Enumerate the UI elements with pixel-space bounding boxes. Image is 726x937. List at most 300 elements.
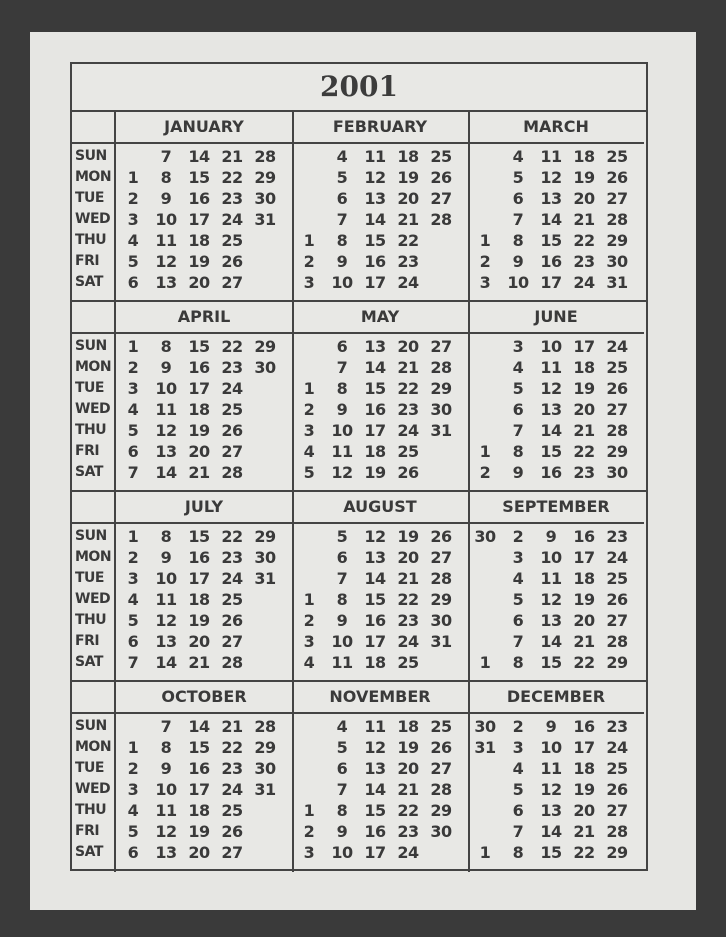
date-cell: 20 bbox=[573, 801, 595, 820]
date-cell: 28 bbox=[430, 780, 452, 799]
date-cell: 29 bbox=[254, 738, 276, 757]
date-cell: 26 bbox=[430, 527, 452, 546]
date-cell: 21 bbox=[573, 421, 595, 440]
date-cell: 24 bbox=[397, 632, 419, 651]
date-cell: 12 bbox=[540, 379, 562, 398]
date-cell: 16 bbox=[573, 527, 595, 546]
weekday-label: WED bbox=[75, 211, 111, 227]
month-block bbox=[468, 682, 644, 872]
date-cell: 5 bbox=[127, 252, 139, 271]
weekday-label: THU bbox=[75, 232, 107, 248]
date-cell: 12 bbox=[155, 252, 177, 271]
weekday-label: SAT bbox=[75, 654, 103, 670]
month-block bbox=[292, 492, 470, 682]
weekday-label: SUN bbox=[75, 718, 107, 734]
date-cell: 5 bbox=[512, 590, 524, 609]
month-block bbox=[468, 112, 644, 302]
date-cell: 20 bbox=[573, 189, 595, 208]
date-cell: 7 bbox=[336, 569, 348, 588]
weekday-label: MON bbox=[75, 359, 112, 375]
date-cell: 28 bbox=[606, 632, 628, 651]
date-cell: 10 bbox=[155, 379, 177, 398]
weekday-label: SUN bbox=[75, 528, 107, 544]
date-cell: 12 bbox=[540, 590, 562, 609]
date-cell: 11 bbox=[540, 759, 562, 778]
date-cell: 9 bbox=[336, 252, 348, 271]
date-cell: 5 bbox=[336, 527, 348, 546]
date-cell: 26 bbox=[221, 822, 243, 841]
date-cell: 25 bbox=[221, 590, 243, 609]
date-cell: 8 bbox=[160, 738, 172, 757]
date-cell: 25 bbox=[606, 358, 628, 377]
weekday-label: TUE bbox=[75, 190, 104, 206]
date-cell: 9 bbox=[512, 252, 524, 271]
weekday-label: THU bbox=[75, 422, 107, 438]
date-cell: 27 bbox=[606, 801, 628, 820]
date-cell: 6 bbox=[336, 337, 348, 356]
date-cell: 1 bbox=[303, 231, 315, 250]
date-cell: 2 bbox=[127, 189, 139, 208]
date-cell: 14 bbox=[540, 822, 562, 841]
date-cell: 5 bbox=[303, 463, 315, 482]
weekday-label: TUE bbox=[75, 380, 104, 396]
date-cell: 11 bbox=[155, 231, 177, 250]
date-cell: 7 bbox=[127, 463, 139, 482]
date-cell: 5 bbox=[512, 780, 524, 799]
month-name: NOVEMBER bbox=[292, 682, 468, 714]
weekday-label-header bbox=[72, 682, 114, 714]
date-cell: 25 bbox=[606, 759, 628, 778]
date-cell: 23 bbox=[573, 463, 595, 482]
quarter-row bbox=[72, 112, 646, 302]
weekday-label: WED bbox=[75, 781, 111, 797]
date-cell: 13 bbox=[540, 611, 562, 630]
date-cell: 23 bbox=[221, 189, 243, 208]
date-cell: 23 bbox=[606, 527, 628, 546]
date-cell: 20 bbox=[188, 273, 210, 292]
date-cell: 28 bbox=[221, 463, 243, 482]
date-cell: 9 bbox=[336, 400, 348, 419]
date-cell: 20 bbox=[397, 337, 419, 356]
date-cell: 8 bbox=[512, 442, 524, 461]
date-cell: 14 bbox=[155, 463, 177, 482]
date-cell: 4 bbox=[512, 358, 524, 377]
date-cell: 21 bbox=[397, 358, 419, 377]
month-name: FEBRUARY bbox=[292, 112, 468, 144]
date-cell: 27 bbox=[430, 189, 452, 208]
date-cell: 4 bbox=[303, 653, 315, 672]
weekday-label: MON bbox=[75, 739, 112, 755]
date-cell: 6 bbox=[512, 611, 524, 630]
date-cell: 23 bbox=[221, 358, 243, 377]
date-cell: 31 bbox=[254, 780, 276, 799]
date-cell: 1 bbox=[127, 527, 139, 546]
date-cell: 16 bbox=[188, 759, 210, 778]
weekday-label-column bbox=[72, 682, 116, 872]
date-cell: 1 bbox=[303, 379, 315, 398]
date-cell: 19 bbox=[573, 590, 595, 609]
date-cell: 31 bbox=[606, 273, 628, 292]
date-cell: 30 bbox=[430, 611, 452, 630]
date-cell: 28 bbox=[606, 421, 628, 440]
date-cell: 29 bbox=[606, 231, 628, 250]
date-cell: 25 bbox=[430, 147, 452, 166]
date-cell: 6 bbox=[127, 442, 139, 461]
date-cell: 28 bbox=[606, 822, 628, 841]
month-name: JULY bbox=[116, 492, 292, 524]
date-cell: 26 bbox=[430, 168, 452, 187]
date-cell: 10 bbox=[155, 210, 177, 229]
date-cell: 6 bbox=[512, 400, 524, 419]
date-cell: 14 bbox=[364, 210, 386, 229]
date-cell: 11 bbox=[540, 147, 562, 166]
date-cell: 30 bbox=[430, 400, 452, 419]
date-cell: 3 bbox=[303, 632, 315, 651]
quarter-row bbox=[72, 492, 646, 682]
date-cell: 11 bbox=[155, 801, 177, 820]
date-cell: 12 bbox=[364, 527, 386, 546]
date-cell: 4 bbox=[127, 590, 139, 609]
date-cell: 14 bbox=[364, 569, 386, 588]
date-cell: 18 bbox=[188, 231, 210, 250]
month-name: APRIL bbox=[116, 302, 292, 334]
weekday-label: WED bbox=[75, 591, 111, 607]
date-cell: 7 bbox=[160, 147, 172, 166]
date-cell: 19 bbox=[188, 611, 210, 630]
date-cell: 28 bbox=[606, 210, 628, 229]
month-block bbox=[116, 492, 294, 682]
month-name: DECEMBER bbox=[468, 682, 644, 714]
weekday-label: SAT bbox=[75, 274, 103, 290]
date-cell: 24 bbox=[573, 273, 595, 292]
weekday-label: MON bbox=[75, 549, 112, 565]
date-cell: 21 bbox=[573, 632, 595, 651]
date-cell: 10 bbox=[540, 337, 562, 356]
date-cell: 3 bbox=[127, 780, 139, 799]
date-cell: 25 bbox=[221, 801, 243, 820]
date-cell: 10 bbox=[155, 569, 177, 588]
weekday-label: SUN bbox=[75, 338, 107, 354]
date-cell: 22 bbox=[221, 527, 243, 546]
date-cell: 14 bbox=[364, 358, 386, 377]
date-cell: 22 bbox=[397, 590, 419, 609]
weekday-label-column bbox=[72, 302, 116, 492]
date-cell: 3 bbox=[512, 738, 524, 757]
date-cell: 29 bbox=[606, 843, 628, 862]
date-cell: 21 bbox=[221, 717, 243, 736]
date-cell: 31 bbox=[430, 632, 452, 651]
date-cell: 6 bbox=[512, 801, 524, 820]
date-cell: 22 bbox=[221, 168, 243, 187]
date-cell: 24 bbox=[606, 337, 628, 356]
date-cell: 5 bbox=[127, 421, 139, 440]
date-cell: 1 bbox=[303, 801, 315, 820]
date-cell: 7 bbox=[512, 421, 524, 440]
date-cell: 15 bbox=[188, 527, 210, 546]
date-cell: 2 bbox=[512, 717, 524, 736]
date-cell: 9 bbox=[512, 463, 524, 482]
date-cell: 18 bbox=[573, 759, 595, 778]
weekday-label-header bbox=[72, 492, 114, 524]
date-cell: 7 bbox=[512, 822, 524, 841]
date-cell: 27 bbox=[221, 632, 243, 651]
weekday-label: THU bbox=[75, 802, 107, 818]
date-cell: 31 bbox=[474, 738, 496, 757]
date-cell: 30 bbox=[474, 717, 496, 736]
date-cell: 14 bbox=[540, 210, 562, 229]
date-cell: 30 bbox=[430, 822, 452, 841]
date-cell: 28 bbox=[254, 147, 276, 166]
date-cell: 27 bbox=[430, 759, 452, 778]
date-cell: 13 bbox=[155, 632, 177, 651]
date-cell: 10 bbox=[155, 780, 177, 799]
date-cell: 18 bbox=[573, 358, 595, 377]
date-cell: 4 bbox=[127, 231, 139, 250]
date-cell: 25 bbox=[221, 400, 243, 419]
date-cell: 17 bbox=[188, 379, 210, 398]
date-cell: 15 bbox=[188, 738, 210, 757]
date-cell: 25 bbox=[397, 653, 419, 672]
date-cell: 12 bbox=[540, 168, 562, 187]
date-cell: 8 bbox=[336, 379, 348, 398]
date-cell: 18 bbox=[573, 147, 595, 166]
date-cell: 2 bbox=[512, 527, 524, 546]
date-cell: 17 bbox=[188, 569, 210, 588]
date-cell: 22 bbox=[397, 231, 419, 250]
date-cell: 7 bbox=[336, 358, 348, 377]
date-cell: 2 bbox=[303, 252, 315, 271]
date-cell: 6 bbox=[127, 273, 139, 292]
date-cell: 15 bbox=[364, 231, 386, 250]
date-cell: 31 bbox=[254, 569, 276, 588]
month-name: JANUARY bbox=[116, 112, 292, 144]
date-cell: 21 bbox=[397, 780, 419, 799]
date-cell: 29 bbox=[254, 337, 276, 356]
date-cell: 2 bbox=[303, 822, 315, 841]
date-cell: 20 bbox=[397, 759, 419, 778]
date-cell: 8 bbox=[336, 231, 348, 250]
date-cell: 11 bbox=[331, 442, 353, 461]
month-name: AUGUST bbox=[292, 492, 468, 524]
date-cell: 6 bbox=[336, 548, 348, 567]
date-cell: 30 bbox=[606, 463, 628, 482]
date-cell: 8 bbox=[160, 527, 172, 546]
date-cell: 12 bbox=[155, 822, 177, 841]
month-block bbox=[468, 492, 644, 682]
month-block bbox=[116, 112, 294, 302]
date-cell: 21 bbox=[573, 822, 595, 841]
date-cell: 7 bbox=[336, 210, 348, 229]
date-cell: 19 bbox=[573, 379, 595, 398]
date-cell: 13 bbox=[155, 843, 177, 862]
date-cell: 16 bbox=[540, 463, 562, 482]
month-name: MARCH bbox=[468, 112, 644, 144]
weekday-label: FRI bbox=[75, 443, 100, 459]
date-cell: 15 bbox=[364, 801, 386, 820]
date-cell: 21 bbox=[188, 463, 210, 482]
date-cell: 8 bbox=[336, 801, 348, 820]
date-cell: 23 bbox=[397, 252, 419, 271]
date-cell: 9 bbox=[336, 611, 348, 630]
calendar-grid bbox=[70, 62, 648, 871]
date-cell: 6 bbox=[127, 632, 139, 651]
date-cell: 27 bbox=[606, 400, 628, 419]
date-cell: 19 bbox=[188, 252, 210, 271]
date-cell: 19 bbox=[573, 168, 595, 187]
date-cell: 28 bbox=[254, 717, 276, 736]
date-cell: 19 bbox=[364, 463, 386, 482]
date-cell: 1 bbox=[127, 337, 139, 356]
date-cell: 15 bbox=[540, 231, 562, 250]
weekday-label: FRI bbox=[75, 633, 100, 649]
date-cell: 10 bbox=[331, 843, 353, 862]
date-cell: 16 bbox=[188, 548, 210, 567]
date-cell: 19 bbox=[397, 527, 419, 546]
date-cell: 26 bbox=[606, 379, 628, 398]
date-cell: 3 bbox=[512, 337, 524, 356]
date-cell: 20 bbox=[188, 632, 210, 651]
date-cell: 5 bbox=[336, 738, 348, 757]
date-cell: 30 bbox=[474, 527, 496, 546]
date-cell: 27 bbox=[221, 843, 243, 862]
date-cell: 12 bbox=[364, 738, 386, 757]
date-cell: 3 bbox=[479, 273, 491, 292]
date-cell: 1 bbox=[127, 168, 139, 187]
date-cell: 23 bbox=[397, 822, 419, 841]
date-cell: 21 bbox=[221, 147, 243, 166]
date-cell: 21 bbox=[573, 210, 595, 229]
date-cell: 18 bbox=[188, 400, 210, 419]
date-cell: 28 bbox=[430, 569, 452, 588]
date-cell: 20 bbox=[397, 189, 419, 208]
date-cell: 27 bbox=[221, 442, 243, 461]
date-cell: 4 bbox=[512, 759, 524, 778]
date-cell: 29 bbox=[254, 168, 276, 187]
date-cell: 11 bbox=[364, 147, 386, 166]
date-cell: 11 bbox=[540, 569, 562, 588]
date-cell: 29 bbox=[430, 379, 452, 398]
date-cell: 18 bbox=[188, 590, 210, 609]
weekday-label: WED bbox=[75, 401, 111, 417]
date-cell: 9 bbox=[545, 527, 557, 546]
date-cell: 17 bbox=[364, 632, 386, 651]
date-cell: 3 bbox=[303, 843, 315, 862]
date-cell: 19 bbox=[188, 421, 210, 440]
date-cell: 20 bbox=[573, 400, 595, 419]
date-cell: 13 bbox=[540, 189, 562, 208]
date-cell: 22 bbox=[573, 653, 595, 672]
quarter-row bbox=[72, 682, 646, 872]
date-cell: 15 bbox=[188, 168, 210, 187]
date-cell: 10 bbox=[331, 632, 353, 651]
date-cell: 15 bbox=[540, 843, 562, 862]
date-cell: 2 bbox=[303, 611, 315, 630]
date-cell: 13 bbox=[540, 400, 562, 419]
date-cell: 17 bbox=[364, 421, 386, 440]
weekday-label: FRI bbox=[75, 253, 100, 269]
date-cell: 17 bbox=[573, 548, 595, 567]
date-cell: 12 bbox=[364, 168, 386, 187]
date-cell: 11 bbox=[155, 590, 177, 609]
date-cell: 3 bbox=[127, 379, 139, 398]
date-cell: 23 bbox=[397, 400, 419, 419]
date-cell: 26 bbox=[221, 611, 243, 630]
date-cell: 2 bbox=[479, 463, 491, 482]
date-cell: 20 bbox=[397, 548, 419, 567]
weekday-label: SAT bbox=[75, 844, 103, 860]
date-cell: 23 bbox=[573, 252, 595, 271]
date-cell: 13 bbox=[155, 273, 177, 292]
date-cell: 4 bbox=[512, 147, 524, 166]
date-cell: 19 bbox=[397, 738, 419, 757]
date-cell: 22 bbox=[573, 843, 595, 862]
date-cell: 8 bbox=[512, 843, 524, 862]
date-cell: 22 bbox=[221, 738, 243, 757]
date-cell: 6 bbox=[127, 843, 139, 862]
date-cell: 15 bbox=[540, 442, 562, 461]
date-cell: 13 bbox=[364, 337, 386, 356]
date-cell: 13 bbox=[155, 442, 177, 461]
date-cell: 3 bbox=[127, 569, 139, 588]
date-cell: 29 bbox=[606, 653, 628, 672]
date-cell: 16 bbox=[188, 358, 210, 377]
date-cell: 6 bbox=[336, 189, 348, 208]
date-cell: 2 bbox=[127, 759, 139, 778]
date-cell: 9 bbox=[545, 717, 557, 736]
date-cell: 5 bbox=[336, 168, 348, 187]
date-cell: 7 bbox=[336, 780, 348, 799]
weekday-label: TUE bbox=[75, 570, 104, 586]
date-cell: 22 bbox=[573, 442, 595, 461]
date-cell: 6 bbox=[512, 189, 524, 208]
date-cell: 9 bbox=[160, 548, 172, 567]
date-cell: 29 bbox=[430, 801, 452, 820]
date-cell: 22 bbox=[573, 231, 595, 250]
date-cell: 23 bbox=[606, 717, 628, 736]
date-cell: 9 bbox=[336, 822, 348, 841]
date-cell: 8 bbox=[512, 231, 524, 250]
date-cell: 24 bbox=[397, 421, 419, 440]
date-cell: 17 bbox=[188, 780, 210, 799]
date-cell: 7 bbox=[127, 653, 139, 672]
date-cell: 18 bbox=[397, 147, 419, 166]
date-cell: 5 bbox=[512, 379, 524, 398]
date-cell: 26 bbox=[397, 463, 419, 482]
date-cell: 4 bbox=[127, 400, 139, 419]
date-cell: 24 bbox=[606, 548, 628, 567]
date-cell: 14 bbox=[364, 780, 386, 799]
weekday-label: FRI bbox=[75, 823, 100, 839]
month-block bbox=[468, 302, 644, 492]
date-cell: 16 bbox=[364, 611, 386, 630]
date-cell: 3 bbox=[127, 210, 139, 229]
date-cell: 14 bbox=[188, 147, 210, 166]
date-cell: 29 bbox=[606, 442, 628, 461]
date-cell: 18 bbox=[397, 717, 419, 736]
date-cell: 25 bbox=[221, 231, 243, 250]
date-cell: 16 bbox=[364, 400, 386, 419]
date-cell: 25 bbox=[397, 442, 419, 461]
month-block bbox=[292, 302, 470, 492]
date-cell: 28 bbox=[221, 653, 243, 672]
date-cell: 24 bbox=[397, 843, 419, 862]
date-cell: 26 bbox=[606, 168, 628, 187]
calendar-card bbox=[30, 32, 696, 910]
date-cell: 9 bbox=[160, 759, 172, 778]
date-cell: 13 bbox=[540, 801, 562, 820]
date-cell: 23 bbox=[397, 611, 419, 630]
month-block bbox=[116, 682, 294, 872]
